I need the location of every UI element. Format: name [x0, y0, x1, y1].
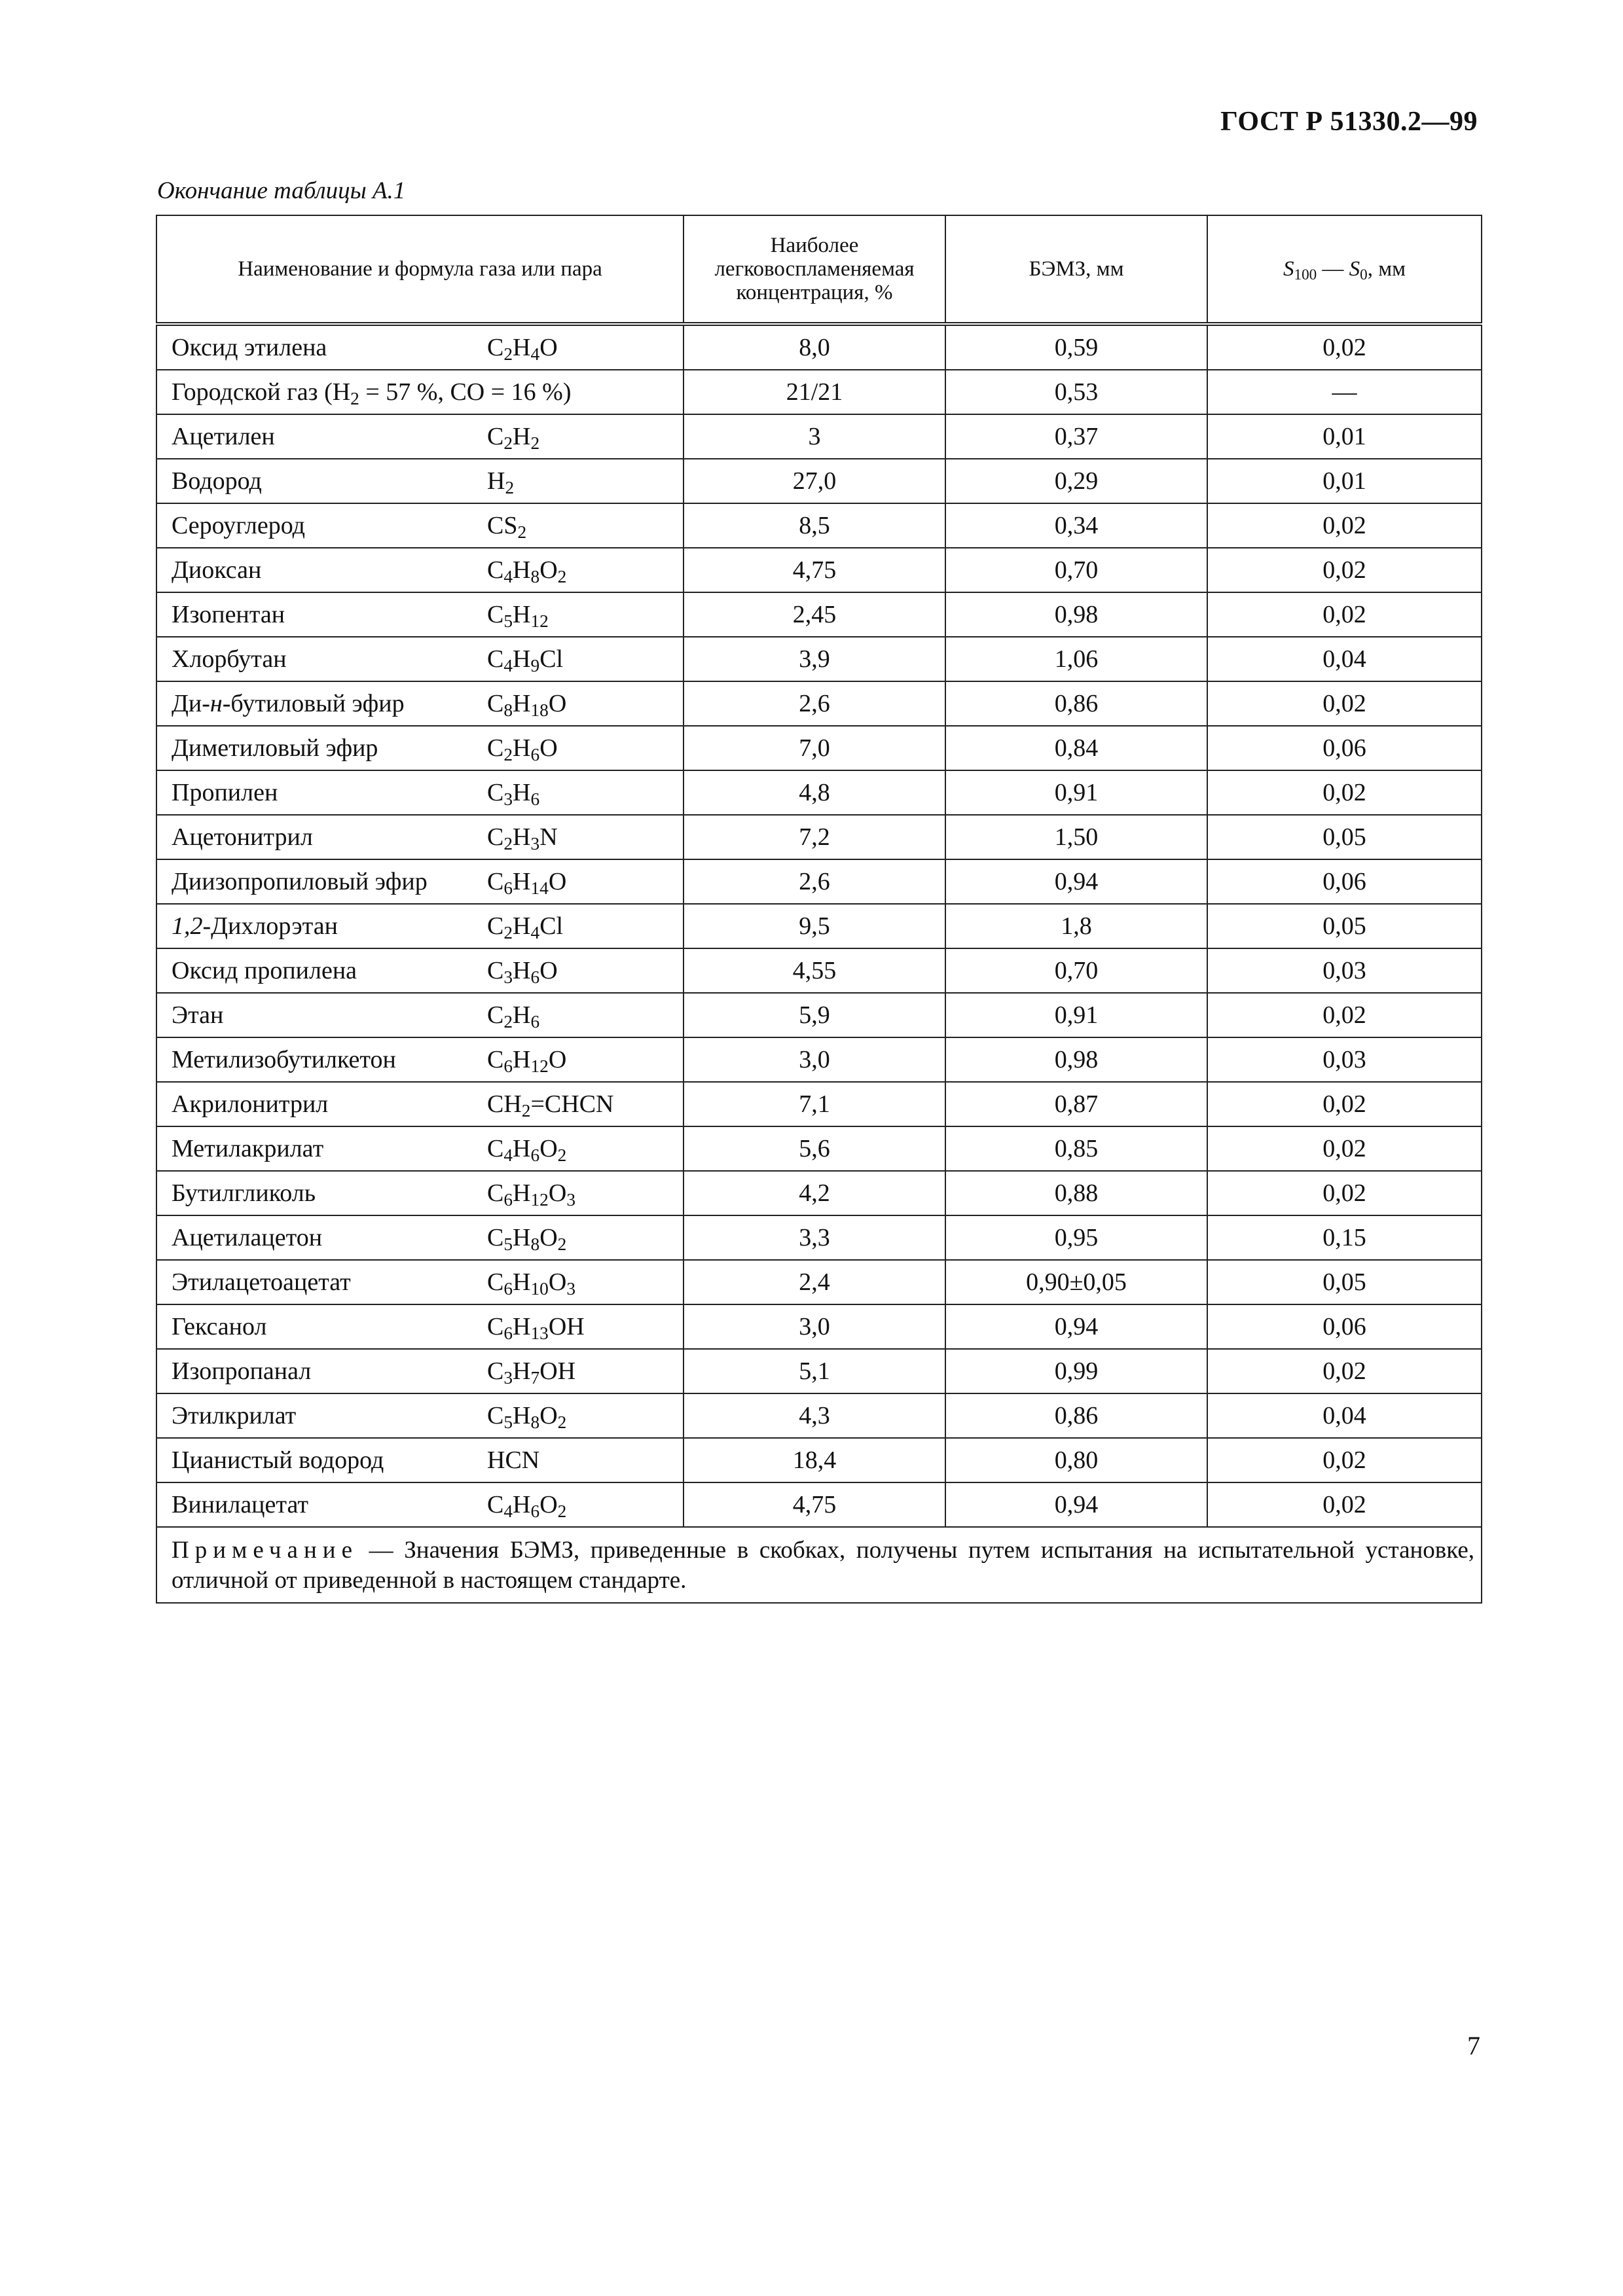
s-difference-value: 0,04 [1207, 1393, 1482, 1438]
table-row [156, 592, 1482, 637]
gas-name: Водород [156, 459, 487, 503]
s-difference-value: 0,02 [1207, 1171, 1482, 1215]
gas-formula: $CS_2$ [487, 503, 684, 548]
table-row [156, 324, 1482, 370]
table-row [156, 904, 1482, 948]
gas-name: Ди-н-бутиловый эфир [156, 681, 487, 726]
concentration-value: 2,6 [684, 681, 945, 726]
note-text: — Значения БЭМЗ, приведенные в скобках, получены путем испытания на испытательной установке, отличной от приведенной в настоящем стандарте. [172, 1537, 1475, 1594]
table-header-row [156, 215, 1482, 324]
gas-name: Этилацетоацетат [156, 1260, 487, 1304]
s-difference-value: 0,03 [1207, 948, 1482, 993]
gas-formula: $C_4H_9Cl$ [487, 637, 684, 681]
table-row [156, 948, 1482, 993]
concentration-value: 4,55 [684, 948, 945, 993]
gas-name: Бутилгликоль [156, 1171, 487, 1215]
header-s-difference [1207, 215, 1482, 324]
concentration-value: 3,0 [684, 1037, 945, 1082]
s-difference-value: 0,02 [1207, 324, 1482, 370]
s-dash: — [1317, 257, 1349, 281]
gas-formula: $C_2H_3N$ [487, 815, 684, 859]
gas-name: 1,2-Дихлорэтан [156, 904, 487, 948]
table-row [156, 637, 1482, 681]
bemz-value: 0,29 [945, 459, 1207, 503]
table-row [156, 1037, 1482, 1082]
table-row [156, 1304, 1482, 1349]
concentration-value: 5,9 [684, 993, 945, 1037]
document-code: ГОСТ Р 51330.2—99 [1220, 107, 1478, 137]
table-row [156, 1260, 1482, 1304]
bemz-value: 0,70 [945, 948, 1207, 993]
gas-name: Гексанол [156, 1304, 487, 1349]
gas-formula: $C_3H_6O$ [487, 948, 684, 993]
bemz-value: 0,59 [945, 324, 1207, 370]
gas-formula: $C_5H_8O_2$ [487, 1393, 684, 1438]
bemz-value: 0,86 [945, 681, 1207, 726]
table-row [156, 815, 1482, 859]
s-difference-value: 0,15 [1207, 1215, 1482, 1260]
gas-formula: HCN [487, 1438, 684, 1482]
s-subscript-0: 0 [1360, 265, 1368, 283]
table-row [156, 370, 1482, 414]
gas-name: Хлорбутан [156, 637, 487, 681]
bemz-value: 0,94 [945, 1304, 1207, 1349]
s-difference-value: — [1207, 370, 1482, 414]
gas-name: Изопропанал [156, 1349, 487, 1393]
gas-formula: $C_6H_{10}O_3$ [487, 1260, 684, 1304]
concentration-value: 8,5 [684, 503, 945, 548]
gas-name: Метилакрилат [156, 1126, 487, 1171]
table-row [156, 1082, 1482, 1126]
s-difference-value: 0,04 [1207, 637, 1482, 681]
concentration-value: 2,45 [684, 592, 945, 637]
table-row [156, 1393, 1482, 1438]
gas-formula: $C_5H_{12}$ [487, 592, 684, 637]
s-difference-value: 0,02 [1207, 1082, 1482, 1126]
gas-name: Оксид этилена [156, 324, 487, 370]
table-row [156, 1438, 1482, 1482]
table-caption: Окончание таблицы А.1 [157, 177, 406, 204]
gas-formula: $C_2H_4Cl$ [487, 904, 684, 948]
s-difference-value: 0,03 [1207, 1037, 1482, 1082]
table-row [156, 859, 1482, 904]
table-row [156, 503, 1482, 548]
bemz-value: 0,88 [945, 1171, 1207, 1215]
gas-name: Ацетилен [156, 414, 487, 459]
gas-formula: $CH_2=CHCN$ [487, 1082, 684, 1126]
gas-name: Этилкрилат [156, 1393, 487, 1438]
header-concentration: Наиболее легковоспламеняемая концентрация, % [684, 215, 945, 324]
bemz-value: 0,37 [945, 414, 1207, 459]
s-difference-value: 0,06 [1207, 726, 1482, 770]
bemz-value: 0,86 [945, 1393, 1207, 1438]
gas-formula: $C_6H_{14}O$ [487, 859, 684, 904]
s-difference-value: 0,02 [1207, 993, 1482, 1037]
table-row [156, 1126, 1482, 1171]
gas-properties-table [156, 215, 1482, 1604]
gas-formula: $C_5H_8O_2$ [487, 1215, 684, 1260]
s-difference-value: 0,02 [1207, 770, 1482, 815]
gas-formula: $C_6H_{13}OH$ [487, 1304, 684, 1349]
gas-name: Диоксан [156, 548, 487, 592]
bemz-value: 1,8 [945, 904, 1207, 948]
concentration-value: 4,75 [684, 1482, 945, 1527]
bemz-value: 0,70 [945, 548, 1207, 592]
header-name-formula: Наименование и формула газа или пара [156, 215, 684, 324]
concentration-value: 7,1 [684, 1082, 945, 1126]
s-difference-value: 0,02 [1207, 592, 1482, 637]
s-difference-value: 0,01 [1207, 459, 1482, 503]
table-note [156, 1527, 1482, 1603]
concentration-value: 2,4 [684, 1260, 945, 1304]
s-difference-value: 0,02 [1207, 1349, 1482, 1393]
concentration-value: 4,3 [684, 1393, 945, 1438]
bemz-value: 0,80 [945, 1438, 1207, 1482]
s-difference-value: 0,02 [1207, 548, 1482, 592]
s-difference-value: 0,05 [1207, 1260, 1482, 1304]
gas-name: Ацетонитрил [156, 815, 487, 859]
gas-formula: $C_6H_{12}O$ [487, 1037, 684, 1082]
concentration-value: 8,0 [684, 324, 945, 370]
table-body [156, 324, 1482, 1527]
gas-name: Ацетилацетон [156, 1215, 487, 1260]
table-row [156, 1349, 1482, 1393]
gas-name: Метилизобутилкетон [156, 1037, 487, 1082]
gas-formula: $C_6H_{12}O_3$ [487, 1171, 684, 1215]
s-difference-value: 0,06 [1207, 1304, 1482, 1349]
s-difference-value: 0,02 [1207, 681, 1482, 726]
bemz-value: 0,94 [945, 1482, 1207, 1527]
bemz-value: 0,84 [945, 726, 1207, 770]
gas-name: Этан [156, 993, 487, 1037]
s-difference-value: 0,02 [1207, 1126, 1482, 1171]
table-row [156, 1215, 1482, 1260]
bemz-value: 0,91 [945, 993, 1207, 1037]
bemz-value: 0,53 [945, 370, 1207, 414]
concentration-value: 21/21 [684, 370, 945, 414]
s-symbol-2: S [1349, 257, 1360, 281]
concentration-value: 3,3 [684, 1215, 945, 1260]
gas-name: Городской газ ($H_2 = 57$ %, CO = 16 %) [156, 370, 684, 414]
gas-formula: $C_3H_6$ [487, 770, 684, 815]
s-difference-value: 0,05 [1207, 815, 1482, 859]
bemz-value: 0,91 [945, 770, 1207, 815]
concentration-value: 4,75 [684, 548, 945, 592]
gas-formula: $C_2H_2$ [487, 414, 684, 459]
concentration-value: 7,2 [684, 815, 945, 859]
table-row [156, 726, 1482, 770]
gas-name: Оксид пропилена [156, 948, 487, 993]
bemz-value: 0,87 [945, 1082, 1207, 1126]
gas-formula: $C_8H_{18}O$ [487, 681, 684, 726]
s-difference-value: 0,02 [1207, 503, 1482, 548]
table-row [156, 1171, 1482, 1215]
bemz-value: 0,34 [945, 503, 1207, 548]
concentration-value: 4,8 [684, 770, 945, 815]
gas-name: Акрилонитрил [156, 1082, 487, 1126]
gas-name: Диизопропиловый эфир [156, 859, 487, 904]
gas-name: Сероуглерод [156, 503, 487, 548]
gas-name: Изопентан [156, 592, 487, 637]
header-bemz: БЭМЗ, мм [945, 215, 1207, 324]
s-difference-value: 0,06 [1207, 859, 1482, 904]
gas-name: Цианистый водород [156, 1438, 487, 1482]
bemz-value: 0,98 [945, 1037, 1207, 1082]
gas-name: Винилацетат [156, 1482, 487, 1527]
table-row [156, 414, 1482, 459]
gas-formula: $C_2H_6$ [487, 993, 684, 1037]
concentration-value: 3,0 [684, 1304, 945, 1349]
note-heading: Примечание [172, 1537, 358, 1564]
table-row [156, 770, 1482, 815]
bemz-value: 0,99 [945, 1349, 1207, 1393]
concentration-value: 3,9 [684, 637, 945, 681]
table-row [156, 459, 1482, 503]
bemz-value: 1,06 [945, 637, 1207, 681]
concentration-value: 18,4 [684, 1438, 945, 1482]
gas-formula: $C_4H_8O_2$ [487, 548, 684, 592]
concentration-value: 2,6 [684, 859, 945, 904]
page-number: 7 [1467, 2031, 1480, 2060]
s-difference-value: 0,05 [1207, 904, 1482, 948]
gas-name: Диметиловый эфир [156, 726, 487, 770]
gas-formula: $C_2H_4O$ [487, 324, 684, 370]
s-difference-value: 0,02 [1207, 1482, 1482, 1527]
gas-formula: $C_2H_6O$ [487, 726, 684, 770]
bemz-value: 0,95 [945, 1215, 1207, 1260]
bemz-value: 0,98 [945, 592, 1207, 637]
concentration-value: 4,2 [684, 1171, 945, 1215]
s-subscript-100: 100 [1294, 265, 1317, 283]
s-unit: , мм [1367, 257, 1406, 281]
concentration-value: 5,1 [684, 1349, 945, 1393]
bemz-value: 0,94 [945, 859, 1207, 904]
gas-formula: $C_3H_7OH$ [487, 1349, 684, 1393]
s-symbol: S [1283, 257, 1294, 281]
table-row [156, 1482, 1482, 1527]
table-row [156, 681, 1482, 726]
gas-formula: $H_2$ [487, 459, 684, 503]
bemz-value: 0,90±0,05 [945, 1260, 1207, 1304]
gas-name: Пропилен [156, 770, 487, 815]
bemz-value: 1,50 [945, 815, 1207, 859]
table-row [156, 548, 1482, 592]
s-difference-value: 0,01 [1207, 414, 1482, 459]
concentration-value: 3 [684, 414, 945, 459]
concentration-value: 5,6 [684, 1126, 945, 1171]
note-row [156, 1527, 1482, 1603]
s-difference-value: 0,02 [1207, 1438, 1482, 1482]
concentration-value: 9,5 [684, 904, 945, 948]
gas-formula: $C_4H_6O_2$ [487, 1482, 684, 1527]
table-row [156, 993, 1482, 1037]
concentration-value: 27,0 [684, 459, 945, 503]
concentration-value: 7,0 [684, 726, 945, 770]
gas-formula: $C_4H_6O_2$ [487, 1126, 684, 1171]
bemz-value: 0,85 [945, 1126, 1207, 1171]
